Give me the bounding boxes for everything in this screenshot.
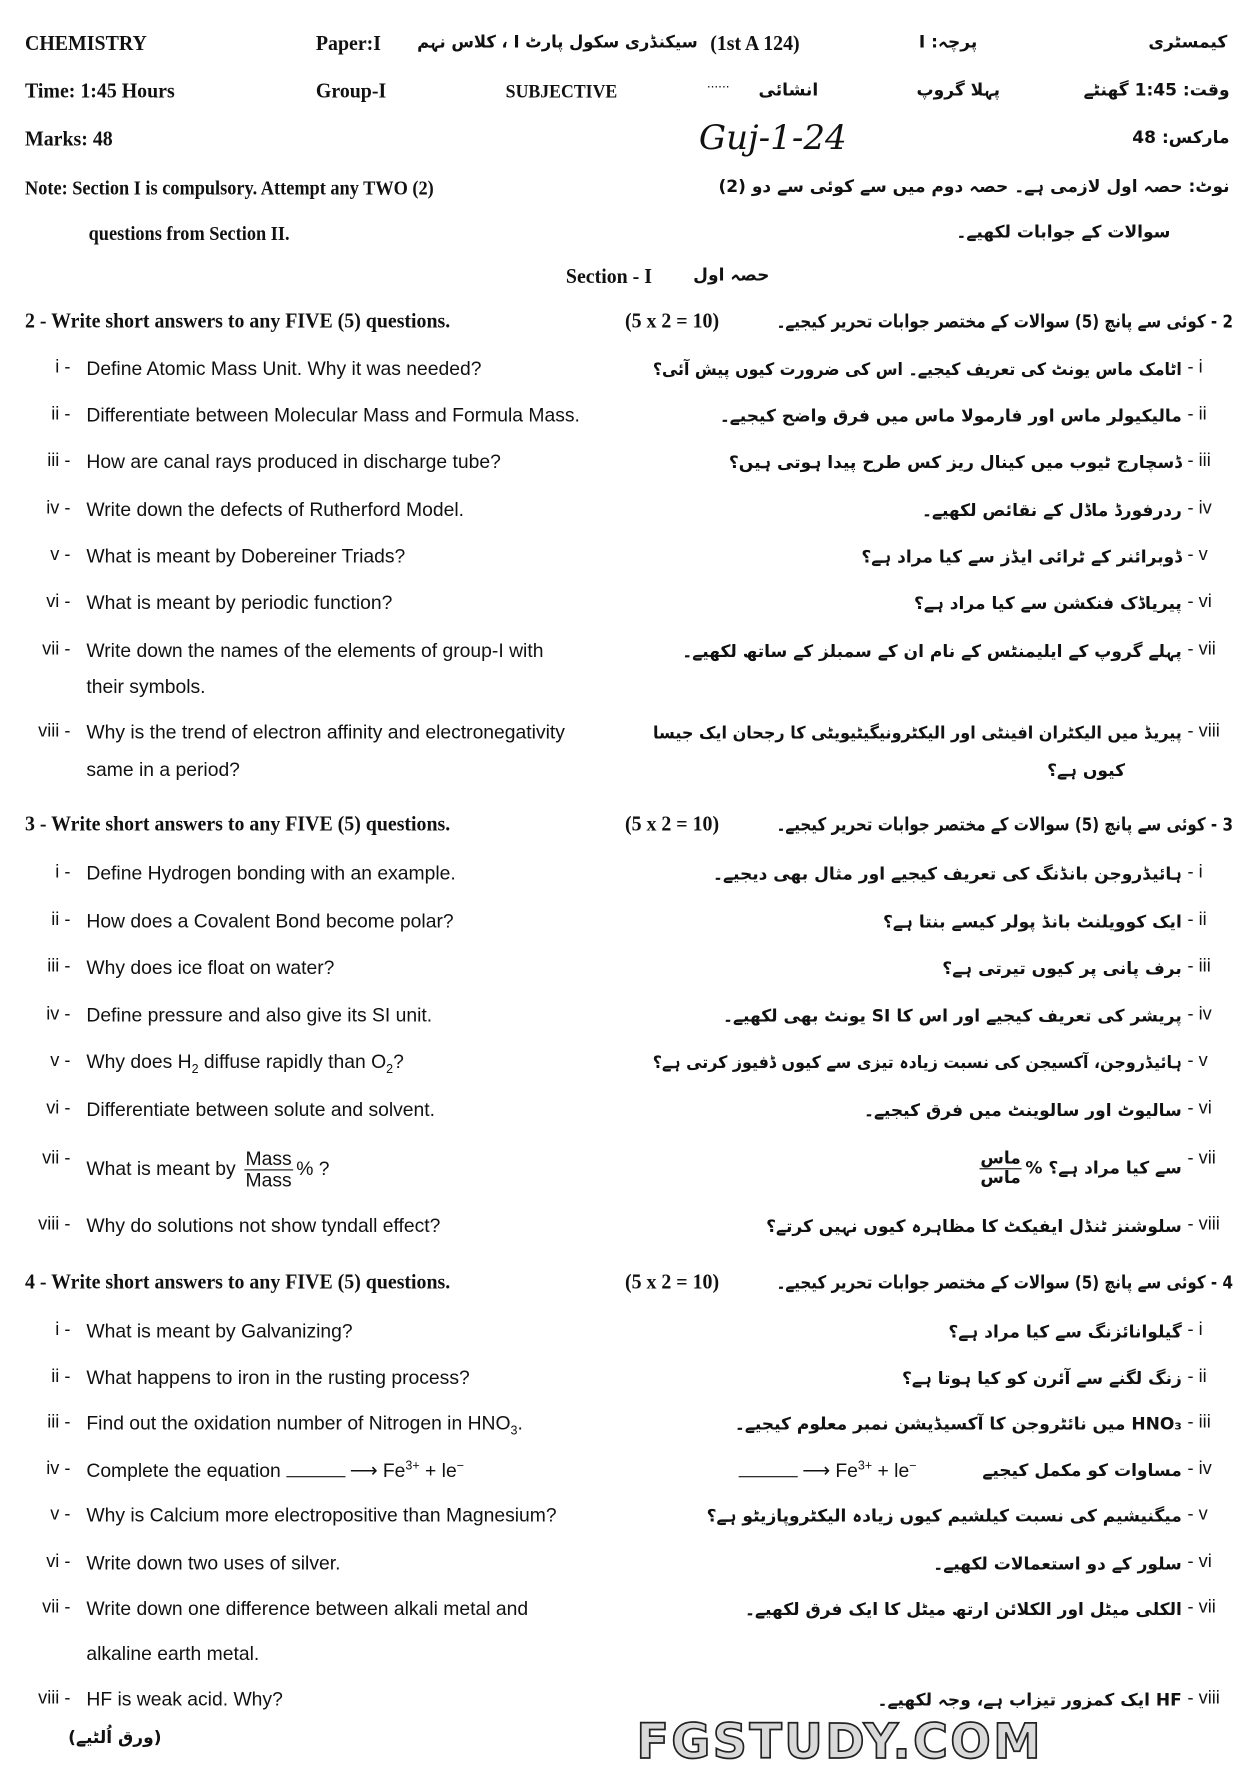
question-marks: (5 x 2 = 10) xyxy=(624,309,720,333)
superscript: − xyxy=(456,1459,465,1473)
text-segment: مالیکیولر ماس اور فارمولا ماس میں فرق واضح کیجیے۔ xyxy=(719,405,1182,427)
question-text xyxy=(86,1552,340,1575)
dots: ...... xyxy=(706,74,730,91)
item-number-text: vi xyxy=(46,592,60,612)
item-number-text: vi xyxy=(1198,1098,1212,1119)
turn-over-note: (ورق اُلٹیے) xyxy=(68,1727,162,1748)
text-segment: پیریڈ میں الیکٹران افینٹی اور الیکٹرونیگیٹیویٹی کا رجحان ایک جیسا xyxy=(653,722,1182,744)
item-number-urdu: - vi xyxy=(1187,592,1212,612)
item-number-text: i xyxy=(55,357,60,378)
text-segment: مساوات کو مکمل کیجیے xyxy=(982,1460,1182,1481)
text-segment: گیلوانائزنگ سے کیا مراد ہے؟ xyxy=(948,1321,1182,1343)
text-segment: What is meant by Galvanizing? xyxy=(86,1320,353,1343)
question-text-urdu xyxy=(642,1506,1182,1526)
item-number: iii - xyxy=(47,451,71,471)
note-urdu-line-2: سوالات کے جوابات لکھیے۔ xyxy=(956,221,1171,243)
superscript: 3+ xyxy=(857,1459,873,1473)
question-text xyxy=(86,451,501,474)
question-text-continued: their symbols. xyxy=(86,676,206,698)
text-segment: Define Hydrogen bonding with an example. xyxy=(86,862,456,885)
item-number-urdu: - v xyxy=(1187,1504,1208,1524)
text-segment: Why is Calcium more electropositive than Magnesium? xyxy=(86,1504,557,1527)
item-number-text: viii xyxy=(38,721,60,741)
item-number-text: iv xyxy=(46,1004,60,1024)
subscript: 3 xyxy=(510,1424,518,1438)
question-text-urdu xyxy=(642,1414,1182,1434)
time-label-urdu: وقت: 1:45 گھنٹے xyxy=(1083,79,1230,100)
text-segment: سے کیا مراد ہے؟ xyxy=(1042,1157,1182,1179)
type-label-urdu: انشائی xyxy=(758,79,819,100)
item-number-urdu: - v xyxy=(1187,545,1208,565)
text-segment: Why does H xyxy=(86,1051,192,1073)
watermark: FGSTUDY.COM xyxy=(636,1713,1043,1770)
item-number: ii - xyxy=(51,1367,71,1387)
item-number-urdu: - viii xyxy=(1187,721,1220,741)
fraction xyxy=(979,1147,1022,1188)
text-segment: Write down two uses of silver. xyxy=(86,1552,341,1574)
question-text-urdu xyxy=(642,864,1182,884)
item-number: iv - xyxy=(46,1004,71,1024)
item-number-urdu: - iv xyxy=(1187,1459,1212,1479)
item-number: v - xyxy=(50,545,71,565)
text-segment: Complete the equation xyxy=(86,1459,287,1482)
question-text-urdu xyxy=(642,1100,1182,1120)
item-number-urdu: - iv xyxy=(1187,498,1212,519)
item-number: v - xyxy=(50,1051,71,1071)
item-number-text: v xyxy=(50,1504,60,1524)
section-title: Section - I xyxy=(565,264,652,289)
question-text-urdu xyxy=(909,1460,1182,1480)
text-segment: Define Atomic Mass Unit. Why it was needed? xyxy=(86,357,482,380)
item-number-urdu: - vii xyxy=(1187,639,1216,660)
fraction xyxy=(244,1149,292,1191)
item-number-urdu: - i xyxy=(1187,357,1203,378)
item-number: v - xyxy=(50,1504,71,1524)
text-segment: + le xyxy=(872,1459,910,1482)
item-number-urdu: - i xyxy=(1187,1320,1203,1340)
text-segment: What is meant by periodic function? xyxy=(86,592,393,614)
question-text-urdu xyxy=(642,547,1182,567)
item-number-text: vi xyxy=(1198,1552,1212,1572)
question-text xyxy=(86,862,455,885)
text-segment: ? xyxy=(393,1051,404,1073)
item-number: iii - xyxy=(47,1412,71,1432)
text-segment: What is meant by xyxy=(86,1157,241,1180)
item-number: vi - xyxy=(46,592,71,612)
item-number-text: ii xyxy=(51,1367,60,1387)
question-text xyxy=(86,1412,523,1437)
question-text-urdu xyxy=(652,1052,1182,1073)
question-text-urdu xyxy=(642,1368,1182,1388)
item-number-urdu: - vii xyxy=(1187,1148,1216,1169)
superscript: 3+ xyxy=(405,1459,420,1473)
fraction-denominator: ماس xyxy=(980,1166,1021,1188)
text-segment: Differentiate between Molecular Mass and Formula Mass. xyxy=(86,404,580,427)
item-number: vi - xyxy=(46,1098,71,1119)
question-heading: 3 - Write short answers to any FIVE (5) questions. xyxy=(24,812,451,837)
item-number-text: iv xyxy=(1198,498,1212,519)
text-segment: ⟶ Fe xyxy=(802,1459,858,1482)
item-number-text: ii xyxy=(1198,1367,1207,1387)
item-number: ii - xyxy=(51,404,71,424)
item-number-urdu: - iii xyxy=(1187,1412,1211,1432)
item-number-text: iii xyxy=(47,1412,60,1432)
text-segment: HF ایک کمزور تیزاب ہے، وجہ لکھیے۔ xyxy=(877,1689,1182,1711)
question-text xyxy=(86,1149,329,1191)
item-number: vi - xyxy=(46,1552,71,1572)
item-number-urdu: - vii xyxy=(1187,1597,1216,1618)
item-number-text: v xyxy=(1198,1051,1208,1071)
text-segment: سلور کے دو استعمالات لکھیے۔ xyxy=(933,1553,1182,1574)
item-number-urdu: - iv xyxy=(1187,1004,1212,1024)
text-segment: پریشر کی تعریف کیجیے اور اس کا SI یونٹ بھی لکھیے۔ xyxy=(723,1005,1182,1027)
item-number: ii - xyxy=(51,910,71,930)
question-text-urdu xyxy=(642,911,1182,931)
group-label-urdu: پہلا گروپ xyxy=(916,79,1000,100)
question-text xyxy=(86,722,565,745)
question-text-continued: same in a period? xyxy=(86,759,240,781)
text-segment: How are canal rays produced in discharge tube? xyxy=(86,451,501,473)
question-text-urdu xyxy=(653,722,1182,744)
text-segment: ہائیڈروجن، آکسیجن کی نسبت زیادہ تیزی سے کیوں ڈفیوز کرتی ہے؟ xyxy=(652,1052,1182,1073)
item-number-text: i xyxy=(1198,862,1203,882)
text-segment: HNO₃ میں نائٹروجن کا آکسیڈیشن نمبر معلوم کیجیے۔ xyxy=(734,1413,1182,1435)
text-segment: ردرفورڈ ماڈل کے نقائص لکھیے۔ xyxy=(921,499,1182,521)
item-number: i - xyxy=(55,1320,71,1340)
item-number: viii - xyxy=(38,721,71,741)
item-number-text: vii xyxy=(42,1148,60,1169)
text-segment: Find out the oxidation number of Nitrogen in HNO xyxy=(86,1412,511,1435)
note-line-2: questions from Section II. xyxy=(88,221,290,245)
question-text xyxy=(86,1505,556,1528)
item-number: iv - xyxy=(46,1459,71,1479)
text-segment: ہائیڈروجن بانڈنگ کی تعریف کیجیے اور مثال بھی دیجیے۔ xyxy=(713,863,1182,885)
text-segment: Differentiate between solute and solvent. xyxy=(86,1098,436,1121)
item-number-urdu: - vi xyxy=(1187,1552,1212,1572)
note-urdu-line-1: نوٹ: حصہ اول لازمی ہے۔ حصہ دوم میں سے کوئی سے دو (2) xyxy=(718,176,1230,197)
item-number-text: ii xyxy=(51,404,60,424)
item-number-text: ii xyxy=(51,910,60,930)
question-text-urdu xyxy=(642,1006,1182,1026)
item-number-text: viii xyxy=(1198,1688,1220,1708)
question-text-urdu xyxy=(642,1599,1182,1619)
subscript: 2 xyxy=(386,1062,394,1077)
item-number-text: v xyxy=(1198,545,1208,565)
question-text xyxy=(86,1598,528,1621)
type-label: SUBJECTIVE xyxy=(505,80,618,103)
text-segment: پہلے گروپ کے ایلیمنٹس کے نام ان کے سمبلز کے ساتھ لکھیے۔ xyxy=(682,640,1182,662)
question-text-urdu xyxy=(642,1147,1182,1188)
question-text xyxy=(86,910,453,933)
item-number: viii - xyxy=(38,1214,71,1235)
handwritten-note: Guj-1-24 xyxy=(698,118,847,158)
item-number-text: viii xyxy=(38,1688,60,1708)
fraction-denominator: Mass xyxy=(245,1169,292,1191)
item-number-urdu: - ii xyxy=(1187,1367,1207,1387)
marks-label: Marks: 48 xyxy=(24,127,113,152)
item-number-text: vi xyxy=(46,1098,60,1119)
item-number-text: vii xyxy=(1198,1597,1216,1618)
question-heading-urdu: 4 - کوئی سے پانچ (5) سوالات کے مختصر جوابات تحریر کیجیے۔ xyxy=(776,1271,1233,1294)
question-marks: (5 x 2 = 10) xyxy=(624,812,720,837)
question-text xyxy=(86,499,464,522)
text-segment: Why is the trend of electron affinity and electronegativity xyxy=(86,721,565,744)
item-number-text: viii xyxy=(38,1214,60,1235)
question-text-urdu xyxy=(642,1690,1182,1710)
item-number-urdu: - ii xyxy=(1187,910,1207,930)
item-number-text: vi xyxy=(46,1552,60,1572)
question-heading: 2 - Write short answers to any FIVE (5) questions. xyxy=(24,309,451,333)
item-number: i - xyxy=(55,357,71,378)
question-text-urdu xyxy=(642,641,1182,661)
question-text xyxy=(86,640,543,663)
text-segment: ڈوبرائنر کے ٹرائی ایڈز سے کیا مراد ہے؟ xyxy=(861,546,1182,568)
question-text xyxy=(86,1459,464,1482)
text-segment: Write down the defects of Rutherford Model. xyxy=(86,498,464,521)
text-segment: ⟶ Fe xyxy=(349,1459,406,1482)
item-number-text: ii xyxy=(1198,910,1207,930)
equation-urdu-side xyxy=(739,1459,917,1482)
item-number: viii - xyxy=(38,1688,71,1708)
item-number-text: i xyxy=(55,862,60,882)
text-segment: Define pressure and also give its SI unit. xyxy=(86,1004,433,1027)
text-segment: زنگ لگنے سے آئرن کو کیا ہوتا ہے؟ xyxy=(901,1368,1182,1389)
text-segment: How does a Covalent Bond become polar? xyxy=(86,910,454,932)
question-text-urdu xyxy=(642,406,1182,426)
marks-label-urdu: مارکس: 48 xyxy=(1132,127,1230,148)
question-text-urdu xyxy=(642,958,1182,978)
item-number-text: iv xyxy=(46,1459,60,1479)
text-segment: + le xyxy=(419,1459,457,1482)
item-number-text: i xyxy=(1198,1320,1203,1340)
question-heading-urdu: 2 - کوئی سے پانچ (5) سوالات کے مختصر جوابات تحریر کیجیے۔ xyxy=(776,310,1233,332)
question-text xyxy=(86,358,481,381)
item-number-urdu: - iii xyxy=(1187,956,1211,977)
question-text-urdu xyxy=(642,1322,1182,1342)
item-number-text: vii xyxy=(42,1597,60,1618)
superscript: − xyxy=(909,1459,917,1473)
item-number-urdu: - viii xyxy=(1187,1214,1220,1235)
item-number-text: iii xyxy=(1198,956,1211,977)
question-text xyxy=(86,1005,432,1028)
question-text-urdu xyxy=(642,500,1182,520)
item-number-text: v xyxy=(50,1051,60,1071)
item-number: vii - xyxy=(42,639,71,660)
text-segment: HF is weak acid. Why? xyxy=(86,1688,283,1711)
question-text-urdu xyxy=(652,359,1182,380)
group-label: Group-I xyxy=(315,79,387,104)
question-text-urdu xyxy=(642,1216,1182,1236)
item-number-text: v xyxy=(1198,1504,1208,1524)
paper-label: Paper:I xyxy=(315,31,382,56)
item-number: vii - xyxy=(42,1148,71,1169)
question-text-continued: alkaline earth metal. xyxy=(86,1643,260,1665)
item-number-text: iii xyxy=(1198,1412,1211,1432)
paper-code: (1st A 124) xyxy=(710,31,800,56)
text-segment: اٹامک ماس یونٹ کی تعریف کیجیے۔ اس کی ضرورت کیوں پیش آئی؟ xyxy=(652,359,1182,380)
item-number-text: iii xyxy=(47,956,60,977)
text-segment: Why do solutions not show tyndall effect? xyxy=(86,1214,441,1237)
item-number: iii - xyxy=(47,956,71,977)
item-number-urdu: - iii xyxy=(1187,451,1211,471)
question-heading-urdu: 3 - کوئی سے پانچ (5) سوالات کے مختصر جوابات تحریر کیجیے۔ xyxy=(776,813,1233,836)
question-heading: 4 - Write short answers to any FIVE (5) questions. xyxy=(24,1270,451,1295)
item-number-urdu: - v xyxy=(1187,1051,1208,1071)
item-number-text: iv xyxy=(1198,1004,1212,1024)
question-text xyxy=(86,957,334,980)
item-number-text: v xyxy=(50,545,60,565)
text-segment: What is meant by Dobereiner Triads? xyxy=(86,545,406,568)
question-text xyxy=(86,592,392,615)
item-number-urdu: - viii xyxy=(1187,1688,1220,1708)
question-text xyxy=(86,1689,282,1712)
answer-blank xyxy=(739,1476,798,1477)
question-text-urdu xyxy=(642,452,1182,472)
question-text xyxy=(86,1320,352,1343)
text-segment: Why does ice float on water? xyxy=(86,956,335,979)
question-text-urdu-continued: کیوں ہے؟ xyxy=(1047,760,1125,781)
note-line-1: Note: Section I is compulsory. Attempt any TWO (2) xyxy=(24,176,434,199)
item-number: iv - xyxy=(46,498,71,519)
question-text xyxy=(86,545,405,568)
item-number-urdu: - vi xyxy=(1187,1098,1212,1119)
question-text xyxy=(86,1051,403,1076)
question-marks: (5 x 2 = 10) xyxy=(624,1270,720,1295)
text-segment: الکلی میٹل اور الکلائن ارتھ میٹل کا ایک فرق لکھیے۔ xyxy=(745,1598,1182,1620)
text-segment: Write down the names of the elements of group-I with xyxy=(86,639,544,662)
text-segment: % ? xyxy=(296,1157,330,1180)
item-number: i - xyxy=(55,862,71,882)
text-segment: What happens to iron in the rusting process? xyxy=(86,1367,470,1389)
item-number-text: iii xyxy=(47,451,60,471)
class-label-urdu: سیکنڈری سکول پارٹ I ، کلاس نہم xyxy=(417,31,698,53)
question-text-urdu xyxy=(642,593,1182,613)
item-number-text: viii xyxy=(1198,721,1220,741)
text-segment: Write down one difference between alkali metal and xyxy=(86,1597,529,1620)
text-segment: سلوشنز ٹنڈل ایفیکٹ کا مظاہرہ کیوں نہیں کرتے؟ xyxy=(766,1215,1182,1237)
text-segment: سالیوٹ اور سالوینٹ میں فرق کیجیے۔ xyxy=(863,1099,1182,1121)
question-text xyxy=(86,1099,435,1122)
item-number-text: viii xyxy=(1198,1214,1220,1235)
item-number-text: iii xyxy=(1198,451,1211,471)
section-title-urdu: حصہ اول xyxy=(693,264,770,286)
question-text xyxy=(86,1367,469,1390)
item-number-urdu: - i xyxy=(1187,862,1203,882)
subject-label-urdu: کیمسٹری xyxy=(1148,31,1228,53)
answer-blank xyxy=(286,1476,345,1477)
item-number: vii - xyxy=(42,1597,71,1618)
text-segment: % xyxy=(1025,1157,1043,1179)
text-segment: ایک کوویلنٹ بانڈ پولر کیسے بنتا ہے؟ xyxy=(883,911,1182,932)
time-label: Time: 1:45 Hours xyxy=(24,79,175,104)
text-segment: . xyxy=(517,1412,523,1435)
fraction-numerator: Mass xyxy=(245,1147,292,1170)
item-number-text: vi xyxy=(1198,592,1212,612)
item-number-text: vii xyxy=(1198,1148,1216,1169)
subscript: 2 xyxy=(191,1062,199,1077)
text-segment: پیریاڈک فنکشن سے کیا مراد ہے؟ xyxy=(913,593,1182,614)
item-number-urdu: - ii xyxy=(1187,404,1207,424)
item-number-text: vii xyxy=(42,639,60,660)
item-number-text: ii xyxy=(1198,404,1207,424)
question-text-urdu xyxy=(642,1553,1182,1573)
text-segment: ڈسچارج ٹیوب میں کینال ریز کس طرح پیدا ہوتی ہیں؟ xyxy=(728,452,1182,473)
subject-label: CHEMISTRY xyxy=(24,31,147,56)
text-segment: برف پانی پر کیوں تیرتی ہے؟ xyxy=(942,957,1182,979)
item-number-text: i xyxy=(1198,357,1203,378)
text-segment: میگنیشیم کی نسبت کیلشیم کیوں زیادہ الیکٹروپازیٹو ہے؟ xyxy=(706,1505,1182,1527)
text-segment: diffuse rapidly than O xyxy=(198,1051,387,1073)
question-text xyxy=(86,1215,440,1238)
paper-label-urdu: پرچہ: I xyxy=(918,31,978,53)
item-number-text: vii xyxy=(1198,639,1216,660)
item-number-text: i xyxy=(55,1320,60,1340)
item-number-text: iv xyxy=(46,498,60,519)
fraction-numerator: ماس xyxy=(980,1147,1021,1169)
item-number-text: iv xyxy=(1198,1459,1212,1479)
question-text xyxy=(86,405,580,428)
